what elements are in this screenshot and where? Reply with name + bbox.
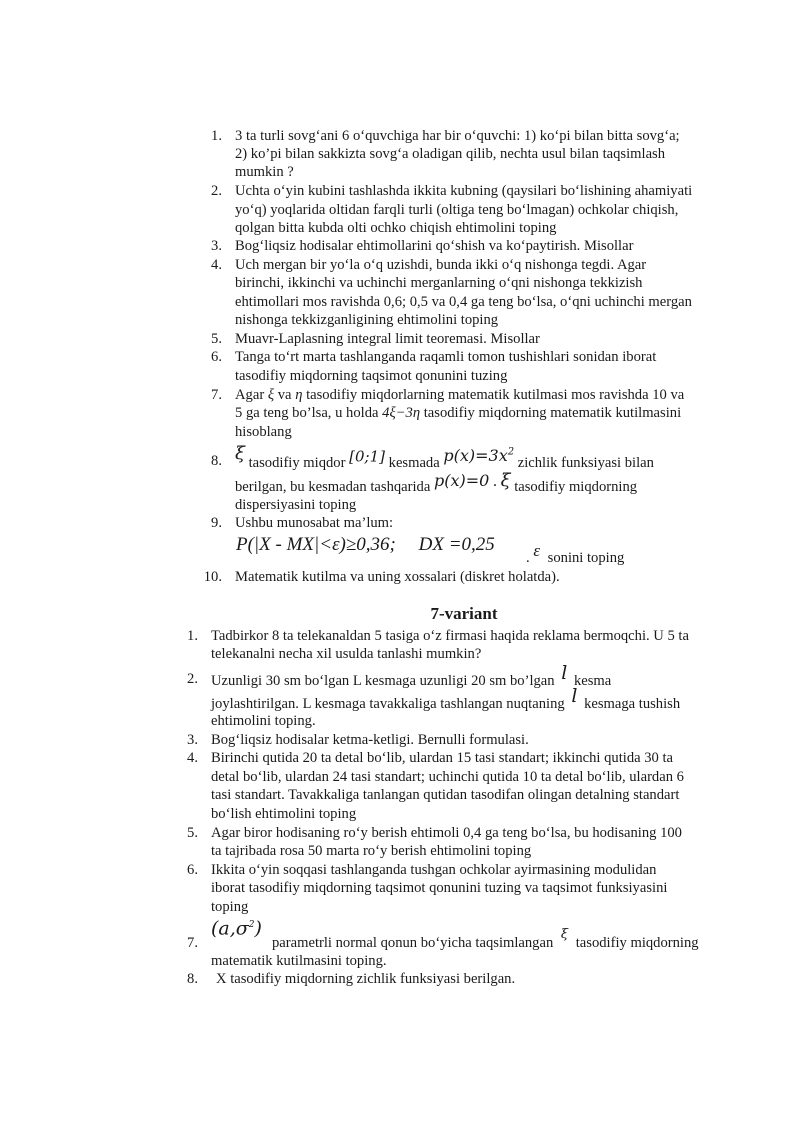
text-continuation: tasodifiy miqdorlarning matematik kutilmasi mos ravishda 10 va bbox=[306, 387, 685, 403]
item-line: Muavr-Laplasning integral limit teoremasi. Misollar bbox=[235, 331, 540, 347]
xi-symbol: ξ bbox=[267, 387, 275, 403]
item-line bbox=[211, 662, 612, 691]
epsilon-symbol: ε bbox=[533, 541, 541, 560]
item-line bbox=[235, 386, 684, 405]
item-line: 2) ko’pi bilan sakkizta sovg‘a oladigan qilib, nechta usul bilan taqsimlash bbox=[235, 146, 666, 162]
item-line: Agar biror hodisaning ro‘y berish ehtimoli 0,4 ga teng bo‘lsa, bu hodisaning 100 bbox=[211, 825, 682, 841]
item-line: nishonga tekkizganligining ehtimolini toping bbox=[235, 312, 499, 328]
item-line: Tadbirkor 8 ta telekanaldan 5 tasiga o‘z firmasi haqida reklama bermoqchi. U 5 ta bbox=[211, 628, 689, 644]
formula-part: DX =0,25 bbox=[418, 534, 495, 555]
l-symbol: l bbox=[571, 685, 578, 707]
item-number: 3. bbox=[187, 732, 198, 748]
pdf-zero-formula: p(x)=0 bbox=[433, 471, 490, 490]
item-line bbox=[526, 541, 625, 568]
formula-part: (a,σ bbox=[211, 917, 249, 940]
text-segment: parametrli normal qonun bo‘yicha taqsimlangan bbox=[272, 935, 554, 951]
item-line: Ikkita o‘yin soqqasi tashlanganda tushgan ochkolar ayirmasining modulidan bbox=[211, 862, 657, 878]
item-line: Uch mergan bir yo‘la o‘q uzishdi, bunda ikki o‘q nishonga tegdi. Agar bbox=[235, 257, 647, 273]
dot: . bbox=[492, 473, 497, 490]
item-number: 10. bbox=[203, 569, 222, 585]
text-segment: kesmada bbox=[388, 455, 440, 472]
item-line: X tasodifiy miqdorning zichlik funksiyasi berilgan. bbox=[216, 971, 516, 987]
item-line: detal bo‘lib, ulardan 24 tasi standart; uchinchi qutida 10 ta detal bo‘lib, ulardan 6 bbox=[211, 769, 684, 785]
item-number: 5. bbox=[211, 331, 222, 347]
item-number: 9. bbox=[211, 515, 222, 531]
item-line bbox=[235, 404, 681, 423]
item-line: toping bbox=[211, 899, 249, 915]
text-segment: kesma bbox=[573, 673, 612, 689]
pdf-exponent: 2 bbox=[507, 447, 515, 458]
item-number: 6. bbox=[187, 862, 198, 878]
item-number: 6. bbox=[211, 349, 222, 365]
item-number: 7. bbox=[211, 387, 222, 403]
probability-formula bbox=[236, 532, 495, 558]
item-number: 1. bbox=[187, 628, 198, 644]
item-line: Bog‘liqsiz hodisalar ehtimollarini qo‘shish va ko‘paytirish. Misollar bbox=[235, 238, 634, 254]
eta-symbol: η bbox=[295, 387, 303, 403]
item-line: dispersiyasini toping bbox=[235, 497, 357, 513]
item-line: Uchta o‘yin kubini tashlashda ikkita kubning (qaysilari bo‘lishining ahamiyati bbox=[235, 183, 693, 199]
item-line: qolgan bitta kubda olti ochko chiqish ehtimolini toping bbox=[235, 220, 557, 236]
item-line bbox=[272, 927, 699, 954]
math-expression: 4ξ−3η bbox=[382, 405, 421, 421]
item-line: Bog‘liqsiz hodisalar ketma-ketligi. Bernulli formulasi. bbox=[211, 732, 529, 748]
dot: . bbox=[526, 550, 530, 566]
item-line: Matematik kutilma va uning xossalari (diskret holatda). bbox=[235, 569, 560, 585]
item-number: 4. bbox=[211, 257, 222, 273]
item-line: bo‘lish ehtimolini toping bbox=[211, 806, 357, 822]
l-symbol: l bbox=[561, 662, 568, 684]
item-number: 3. bbox=[211, 238, 222, 254]
item-line: Birinchi qutida 20 ta detal bo‘lib, ulardan 15 tasi standart; ikkinchi qutida 30 ta bbox=[211, 750, 674, 766]
item-line: matematik kutilmasini toping. bbox=[211, 953, 387, 969]
xi-symbol: ξ bbox=[235, 443, 245, 465]
item-line: 3 ta turli sovg‘ani 6 o‘quvchiga har bir o‘quvchi: 1) ko‘pi bilan bitta sovg‘a; bbox=[235, 128, 680, 144]
item-number: 1. bbox=[211, 128, 222, 144]
item-line: iborat tasodifiy miqdorning taqsimot qonunini tuzing va taqsimot funksiyasini bbox=[211, 880, 668, 896]
text-segment: tasodifiy miqdorning bbox=[575, 935, 699, 951]
formula-exponent: 2 bbox=[248, 920, 255, 930]
item-line: Tanga to‘rt marta tashlanganda raqamli tomon tushishlari sonidan iborat bbox=[235, 349, 657, 365]
item-line: telekanalni necha xil usulda tanlashi mumkin? bbox=[211, 646, 482, 662]
item-line: tasi standart. Tavakkaliga tanlangan qutidan tasodifan olingan detalning standart bbox=[211, 787, 680, 803]
variant-title: 7-variant bbox=[430, 604, 498, 623]
item-line: yo‘q) yoqlarida oltidan farqli turli (oltiga teng bo‘lmagan) ochkolar chiqish, bbox=[235, 202, 679, 218]
text-segment: berilgan, bu kesmadan tashqarida bbox=[235, 479, 431, 495]
text-segment: zichlik funksiyasi bilan bbox=[517, 455, 654, 472]
item-line bbox=[235, 443, 654, 472]
xi-symbol: ξ bbox=[500, 470, 511, 491]
text-segment: tasodifiy miqdor bbox=[248, 455, 346, 472]
formula-part: ) bbox=[254, 917, 262, 940]
item-line: hisoblang bbox=[235, 424, 292, 440]
text-segment: kesmaga tushish bbox=[584, 696, 681, 712]
item-number: 5. bbox=[187, 825, 198, 841]
item-number: 8. bbox=[187, 971, 198, 987]
item-number: 7. bbox=[187, 935, 198, 951]
text-segment: tasodifiy miqdorning matematik kutilmasini bbox=[423, 405, 682, 421]
formula-part: P(|X - MX|<ε)≥0,36; bbox=[236, 534, 396, 555]
item-line: ehtimollari mos ravishda 0,6; 0,5 va 0,4 ga teng bo‘lsa, o‘qni uchinchi mergan bbox=[235, 294, 692, 310]
text-segment: tasodifiy miqdorning bbox=[514, 479, 638, 495]
item-line: birinchi, ikkinchi va uchinchi merganlarning o‘qni nishonga tekkizish bbox=[235, 275, 643, 291]
pdf-formula bbox=[443, 446, 514, 465]
item-line: Ushbu munosabat ma’lum: bbox=[235, 515, 394, 531]
item-line: tasodifiy miqdorning taqsimot qonunini tuzing bbox=[235, 368, 508, 384]
pdf-formula-body: p(x)=3x bbox=[443, 446, 508, 466]
item-number: 2. bbox=[187, 671, 198, 687]
item-line bbox=[235, 470, 638, 495]
item-line: mumkin ? bbox=[235, 164, 294, 180]
item-number: 8. bbox=[211, 453, 222, 469]
interval-formula: [0;1] bbox=[349, 447, 385, 466]
item-line: ta tajribada rosa 50 marta ro‘y berish ehtimolini toping bbox=[211, 843, 532, 859]
xi-symbol: ξ bbox=[560, 927, 569, 942]
parameter-formula bbox=[211, 912, 262, 942]
text-va: va bbox=[277, 387, 292, 403]
text-segment: sonini toping bbox=[547, 550, 625, 566]
text-agar: Agar bbox=[235, 387, 265, 403]
text-segment: Uzunligi 30 sm bo‘lgan L kesmaga uzunligi 20 sm bo’lgan bbox=[211, 673, 555, 689]
item-number: 4. bbox=[187, 750, 198, 766]
text-segment: 5 ga teng bo’lsa, u holda bbox=[235, 405, 379, 421]
text-segment: joylashtirilgan. L kesmaga tavakkaliga tashlangan nuqtaning bbox=[211, 696, 565, 712]
item-line: ehtimolini toping. bbox=[211, 713, 316, 729]
item-number: 2. bbox=[211, 183, 222, 199]
item-line bbox=[211, 685, 681, 714]
